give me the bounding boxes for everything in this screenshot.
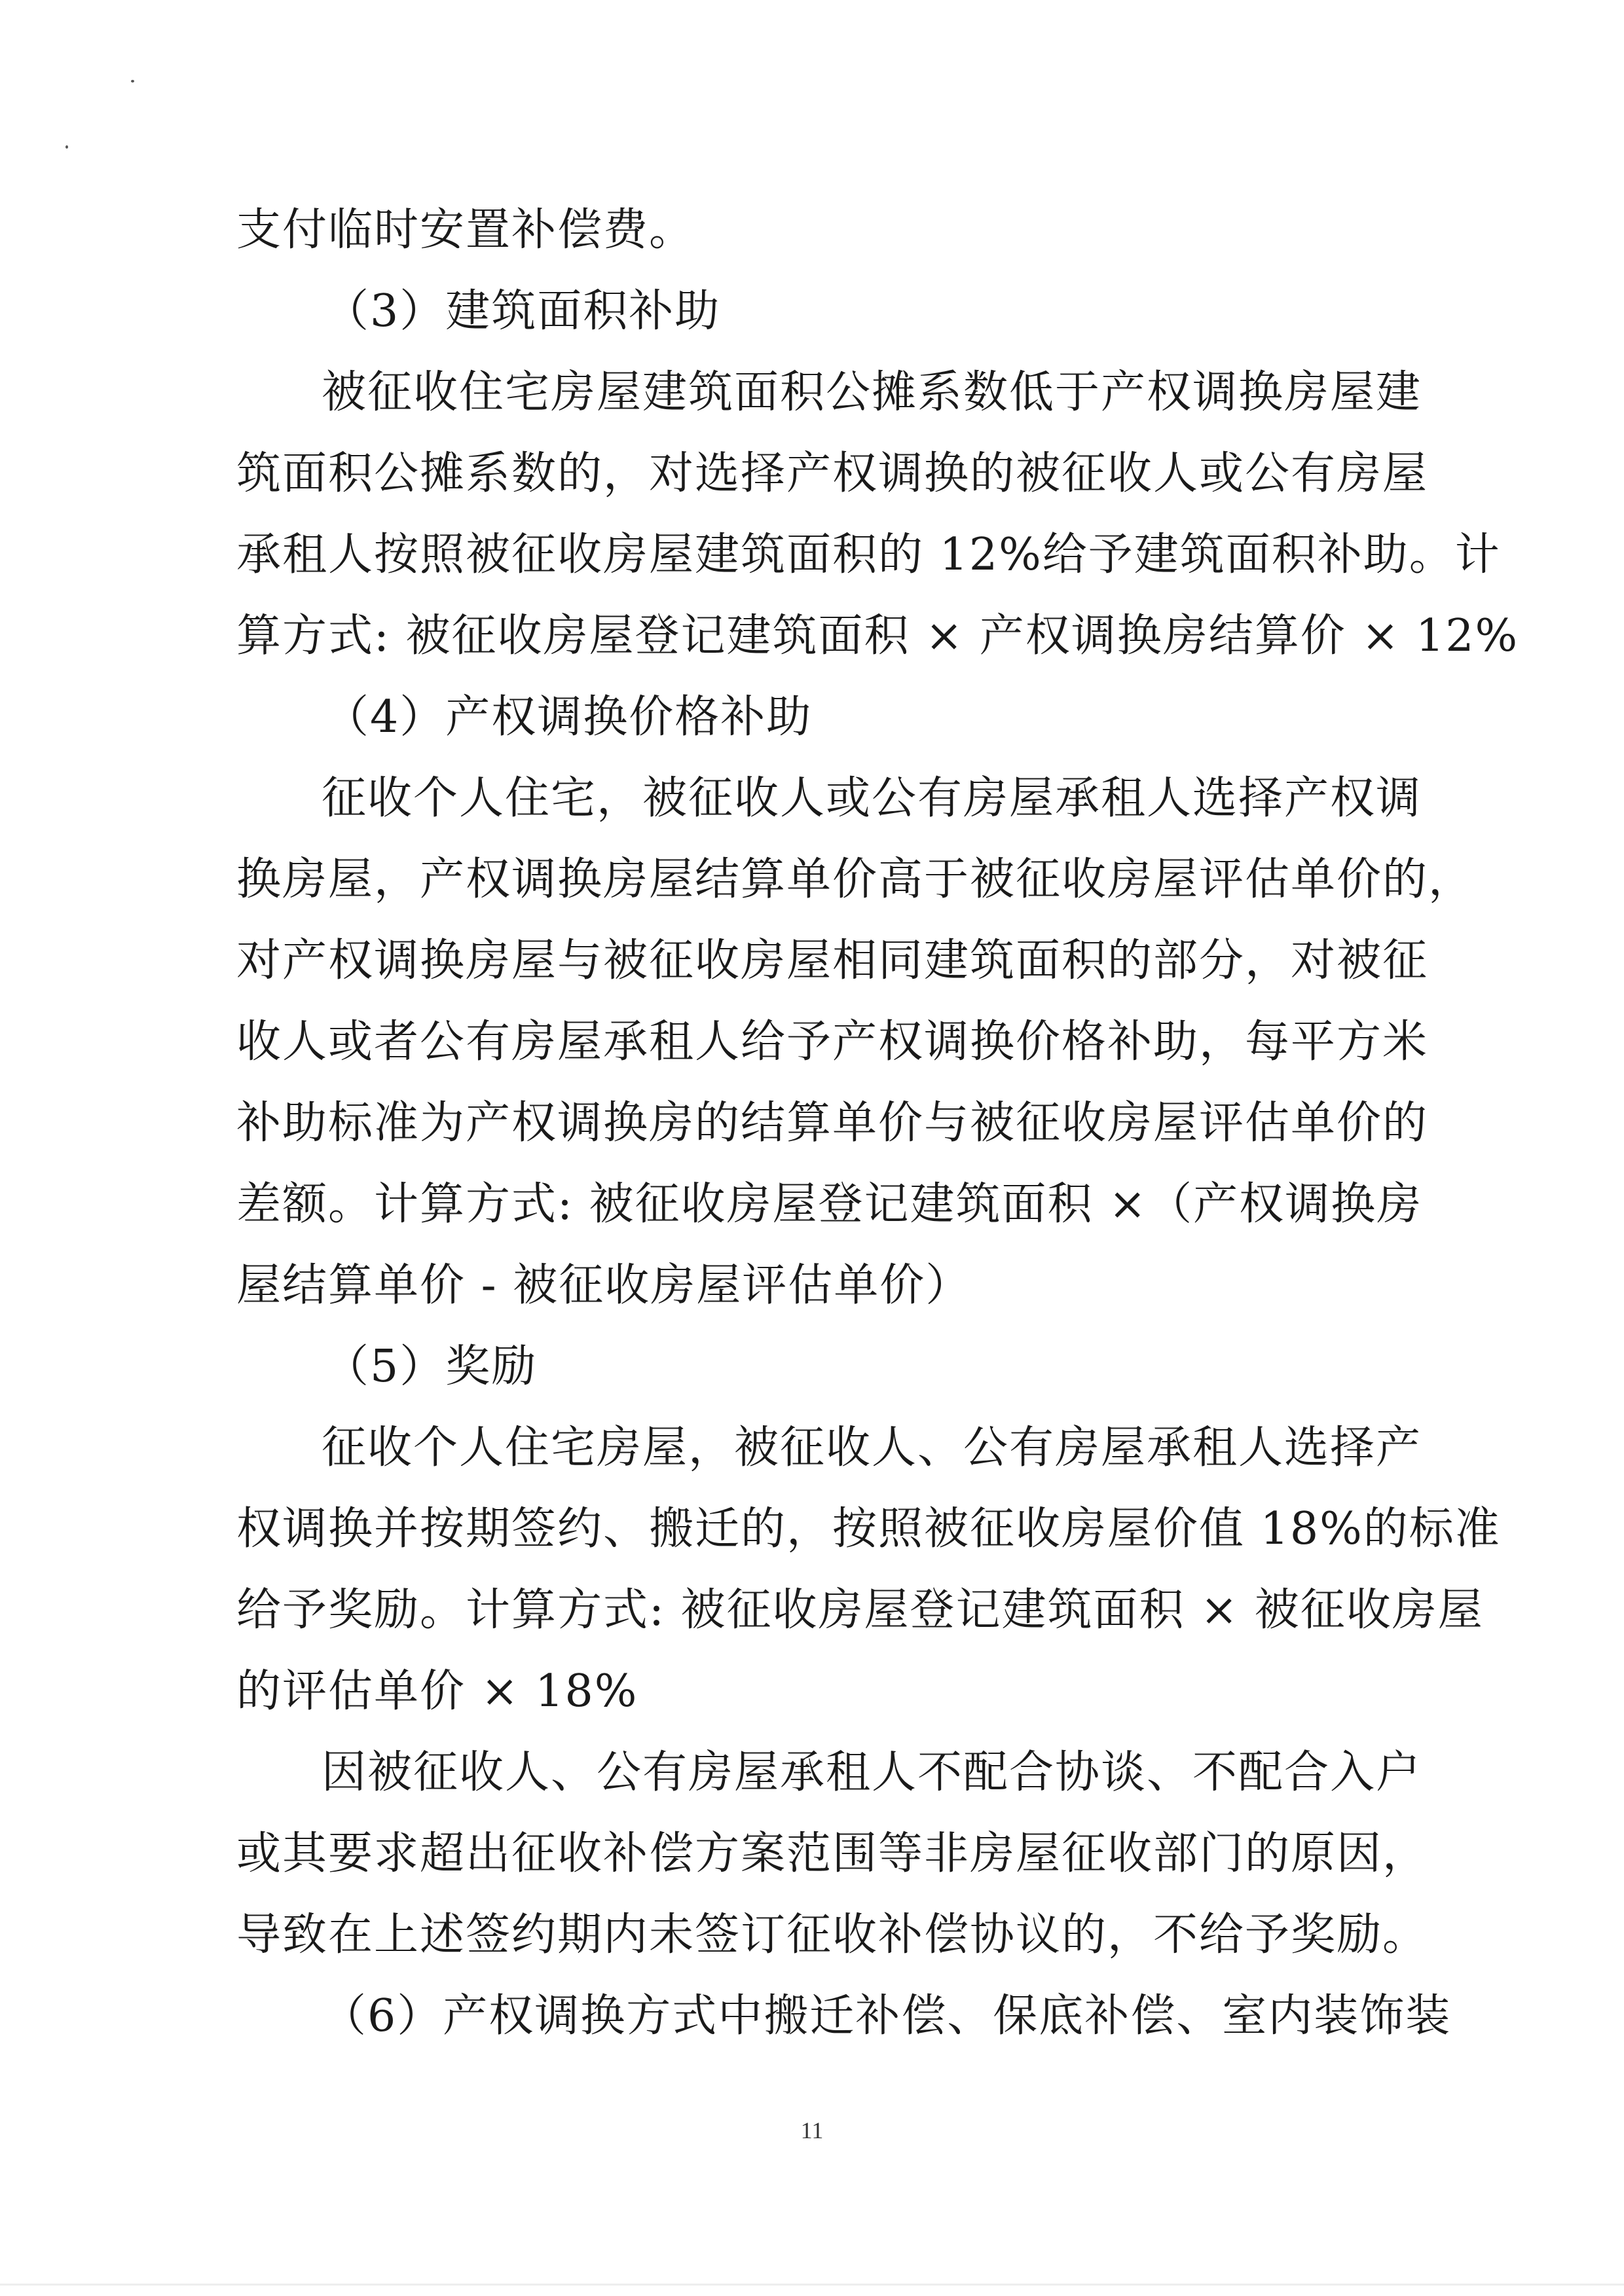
section-heading-4: （4）产权调换价格补助 [324, 691, 813, 743]
text-line: 被征收住宅房屋建筑面积公摊系数低于产权调换房屋建 [322, 367, 1422, 418]
text-line: 或其要求超出征收补偿方案范围等非房屋征收部门的原因， [236, 1828, 1429, 1880]
text-line: 对产权调换房屋与被征收房屋相同建筑面积的部分，对被征 [236, 935, 1429, 987]
text-line: 给予奖励。计算方式: 被征收房屋登记建筑面积 × 被征收房屋 [236, 1584, 1484, 1636]
text-line: 承租人按照被征收房屋建筑面积的 12%给予建筑面积补助。计 [236, 529, 1501, 581]
scan-speck [131, 80, 134, 82]
text-line: 导致在上述签约期内未签订征收补偿协议的，不给予奖励。 [236, 1909, 1429, 1961]
text-line: 补助标准为产权调换房的结算单价与被征收房屋评估单价的 [236, 1097, 1429, 1149]
text-line: 收人或者公有房屋承租人给予产权调换价格补助，每平方米 [236, 1016, 1429, 1068]
text-line: 征收个人住宅房屋，被征收人、公有房屋承租人选择产 [322, 1422, 1422, 1474]
text-line: 屋结算单价 - 被征收房屋评估单价） [236, 1260, 972, 1311]
text-line: 支付临时安置补偿费。 [236, 204, 695, 256]
page-number: 11 [800, 2117, 824, 2143]
text-line: 征收个人住宅，被征收人或公有房屋承租人选择产权调 [322, 773, 1422, 824]
text-line: 算方式: 被征收房屋登记建筑面积 × 产权调换房结算价 × 12% [236, 610, 1519, 662]
section-heading-6: （6）产权调换方式中搬迁补偿、保底补偿、室内装饰装 [322, 1990, 1452, 2042]
text-line: 差额。计算方式: 被征收房屋登记建筑面积 ×（产权调换房 [236, 1178, 1423, 1230]
section-heading-5: （5）奖励 [324, 1341, 538, 1393]
text-line: 权调换并按期签约、搬迁的，按照被征收房屋价值 18%的标准 [236, 1503, 1501, 1555]
text-line: 换房屋，产权调换房屋结算单价高于被征收房屋评估单价的， [236, 854, 1475, 905]
text-line: 的评估单价 × 18% [236, 1666, 638, 1717]
section-heading-3: （3）建筑面积补助 [324, 285, 721, 337]
text-line: 因被征收人、公有房屋承租人不配合协谈、不配合入户 [322, 1747, 1422, 1798]
text-line: 筑面积公摊系数的，对选择产权调换的被征收人或公有房屋 [236, 448, 1429, 500]
scan-speck [65, 145, 68, 149]
scan-edge [0, 2284, 1624, 2286]
